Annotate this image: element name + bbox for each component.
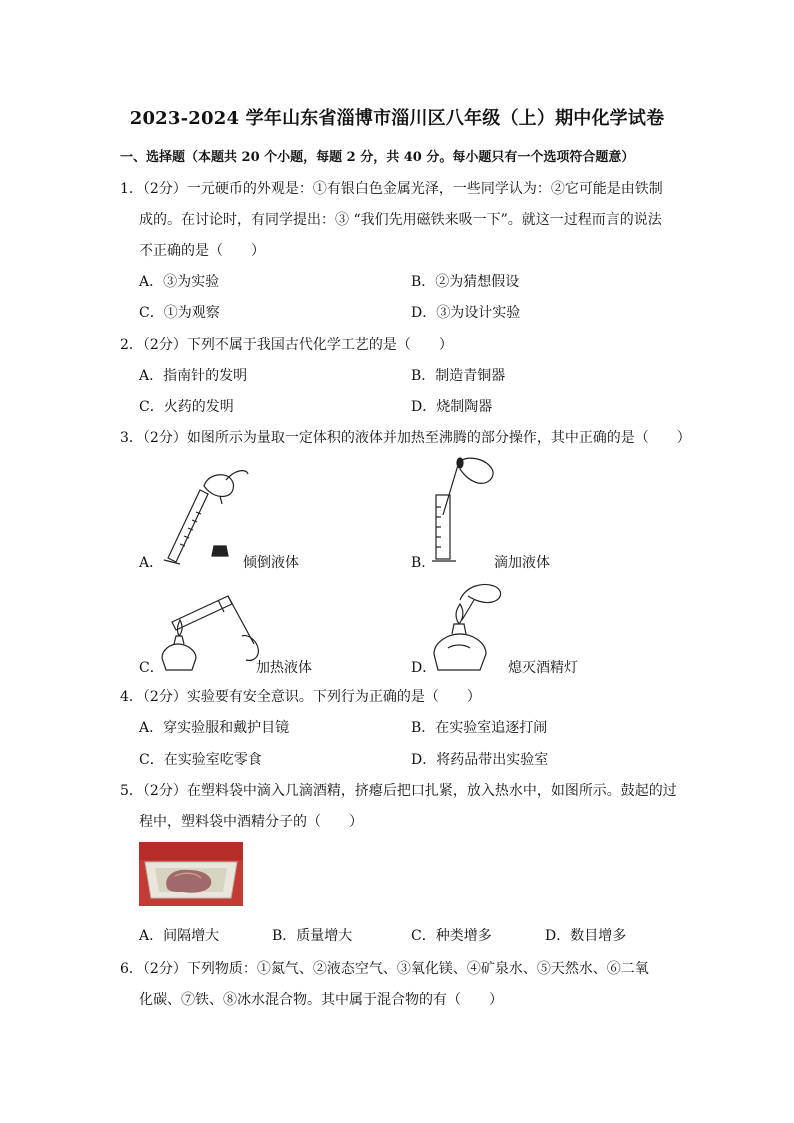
plastic-bag-photo — [139, 842, 243, 906]
heating-liquid-figure — [158, 592, 262, 672]
question-6-line-2: 化碳、⑦铁、⑧冰水混合物。其中属于混合物的有（ ） — [139, 992, 503, 1008]
question-2-option-d[interactable]: D．烧制陶器 — [411, 399, 493, 415]
adding-drops-figure — [430, 455, 500, 567]
question-3-caption-b: 滴加液体 — [494, 555, 550, 571]
question-1-line-2: 成的。在讨论时，有同学提出：③ “我们先用磁铁来吸一下”。就这一过程而言的说法 — [139, 212, 662, 228]
question-3-caption-a: 倾倒液体 — [243, 555, 299, 571]
question-3-line-1: 3．（2分）如图所示为量取一定体积的液体并加热至沸腾的部分操作，其中正确的是（ ） — [120, 430, 691, 446]
question-5-option-c[interactable]: C．种类增多 — [411, 928, 492, 944]
pouring-liquid-figure — [160, 460, 250, 568]
question-3-option-a[interactable]: A． — [139, 555, 164, 571]
question-2-option-b[interactable]: B．制造青铜器 — [411, 368, 506, 384]
page-title: 2023-2024 学年山东省淄博市淄川区八年级（上）期中化学试卷 — [129, 108, 665, 129]
question-5-line-2: 程中，塑料袋中酒精分子的（ ） — [139, 814, 363, 830]
question-5-option-b[interactable]: B．质量增大 — [272, 928, 353, 944]
question-2-option-c[interactable]: C．火药的发明 — [139, 399, 234, 415]
question-3-caption-c: 加热液体 — [256, 660, 312, 676]
question-5-option-a[interactable]: A．间隔增大 — [139, 928, 220, 944]
question-1-option-c[interactable]: C．①为观察 — [139, 305, 220, 321]
question-3-option-d[interactable]: D． — [411, 660, 437, 676]
question-1-line-1: 1．（2分）一元硬币的外观是：①有银白色金属光泽，一些同学认为：②它可能是由铁制 — [120, 181, 663, 197]
extinguishing-lamp-figure — [430, 580, 506, 672]
question-4-option-d[interactable]: D．将药品带出实验室 — [411, 752, 549, 768]
question-2-line-1: 2．（2分）下列不属于我国古代化学工艺的是（ ） — [120, 337, 453, 353]
question-3-option-b[interactable]: B． — [411, 555, 436, 571]
question-4-option-b[interactable]: B．在实验室追逐打闹 — [411, 720, 548, 736]
question-4-option-c[interactable]: C．在实验室吃零食 — [139, 752, 262, 768]
question-4-option-a[interactable]: A．穿实验服和戴护目镜 — [139, 720, 290, 736]
question-1-option-b[interactable]: B．②为猜想假设 — [411, 274, 520, 290]
question-1-line-3: 不正确的是（ ） — [139, 243, 265, 259]
question-6-line-1: 6．（2分）下列物质：①氮气、②液态空气、③氧化镁、④矿泉水、⑤天然水、⑥二氧 — [120, 961, 649, 977]
question-3-option-c[interactable]: C． — [139, 660, 164, 676]
question-5-option-d[interactable]: D．数目增多 — [545, 928, 627, 944]
question-2-option-a[interactable]: A．指南针的发明 — [139, 368, 248, 384]
question-1-option-d[interactable]: D．③为设计实验 — [411, 305, 521, 321]
question-5-line-1: 5．（2分）在塑料袋中滴入几滴酒精，挤瘪后把口扎紧，放入热水中，如图所示。鼓起的过 — [120, 783, 677, 799]
question-3-caption-d: 熄灭酒精灯 — [508, 660, 578, 676]
question-4-line-1: 4．（2分）实验要有安全意识。下列行为正确的是（ ） — [120, 689, 481, 705]
section-heading: 一、选择题（本题共 20 个小题，每题 2 分，共 40 分。每小题只有一个选项符合题意） — [120, 150, 635, 165]
question-1-option-a[interactable]: A．③为实验 — [139, 274, 220, 290]
